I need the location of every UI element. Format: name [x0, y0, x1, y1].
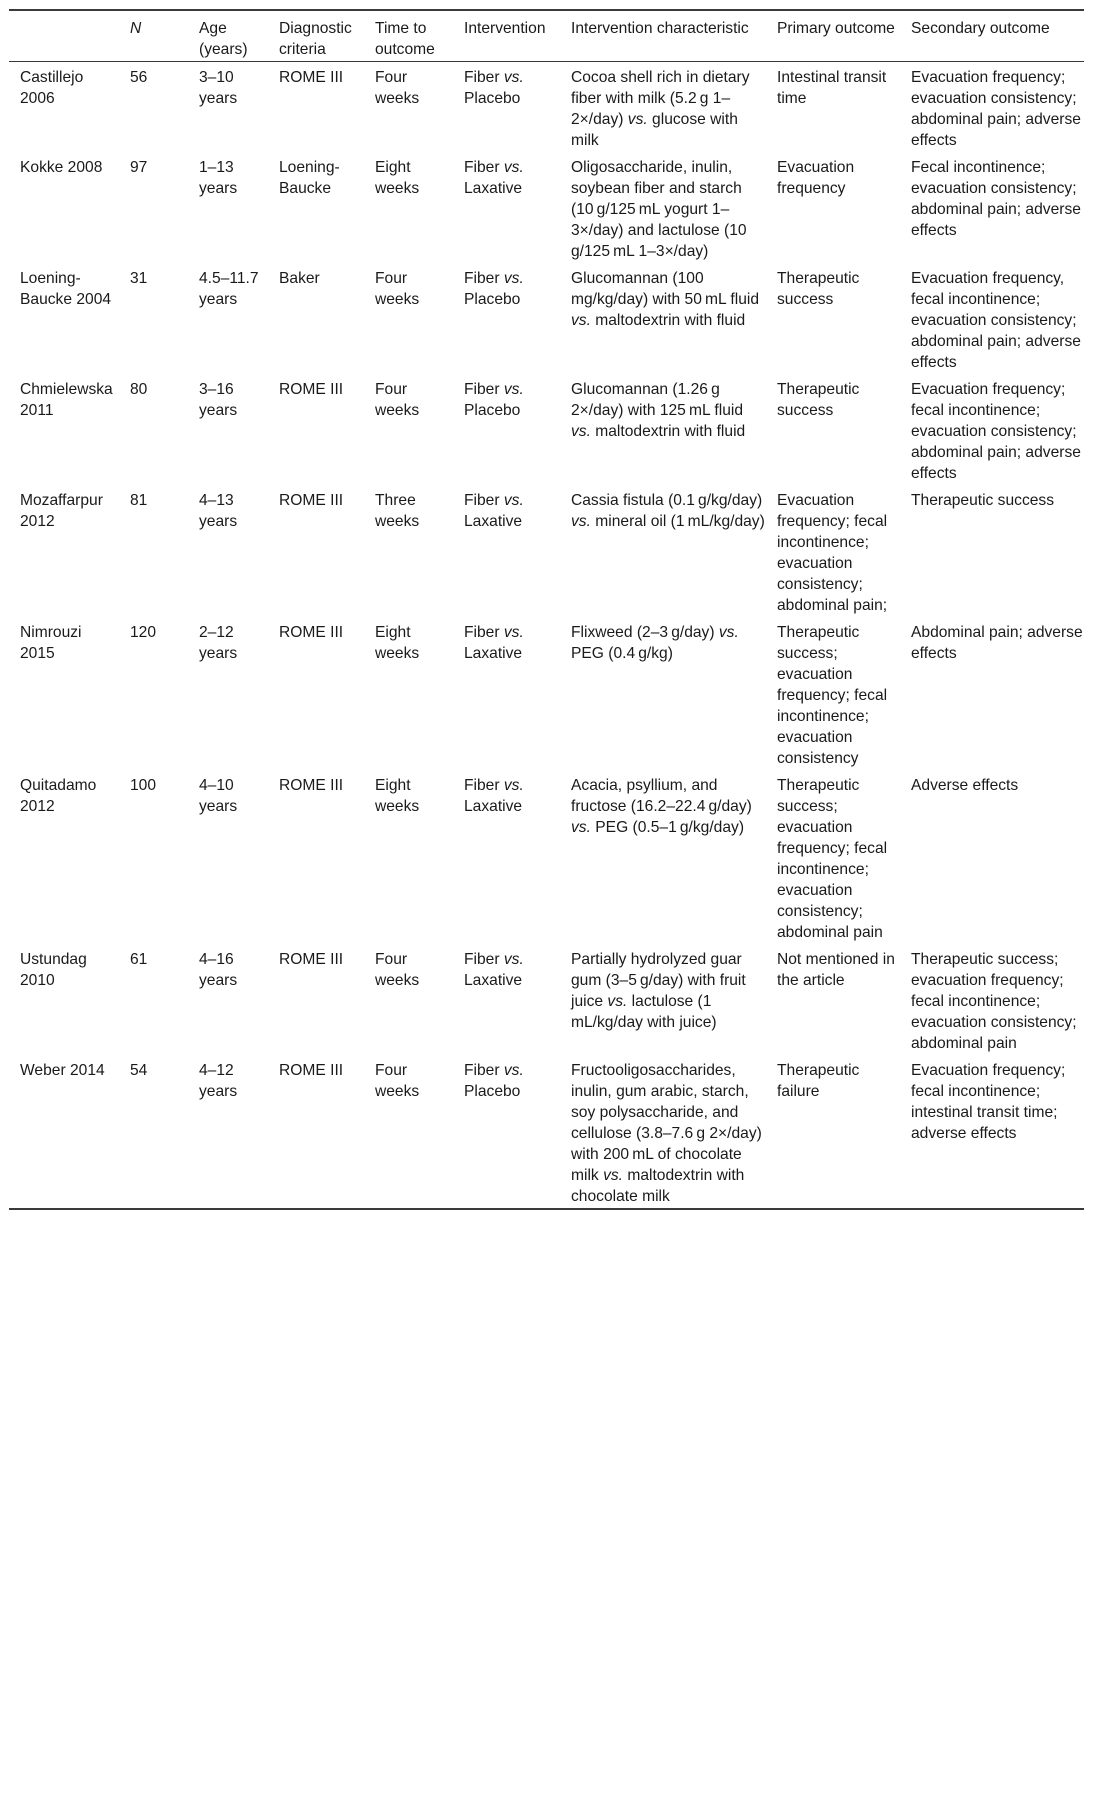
cell-characteristic [560, 1055, 766, 1209]
vs-label: vs. [627, 111, 648, 128]
cell-intervention [453, 374, 560, 485]
cell-criteria: ROME III [279, 381, 344, 398]
cell-criteria: ROME III [279, 624, 344, 641]
cell-characteristic [560, 770, 766, 944]
cell-primary: Evacuation frequency [777, 159, 855, 197]
cell-text: Fiber [464, 159, 504, 176]
cell-text: Fructooligosaccharides, inulin, gum arabic, starch, soy polysaccharide, and cellulose (3.8–7.6 g 2×/day) with 200 mL of chocolate milk [571, 1062, 762, 1184]
vs-label: vs. [503, 951, 524, 968]
cell-text: Placebo [464, 1083, 521, 1100]
cell-age: 3–10 years [199, 69, 238, 107]
cell-time: Four weeks [375, 381, 420, 419]
cell-study: Weber 2014 [20, 1062, 105, 1079]
cell-primary: Therapeutic success [777, 381, 860, 419]
cell-primary: Therapeutic failure [777, 1062, 860, 1100]
cell-age: 4–16 years [199, 951, 238, 989]
cell-text: Fiber [464, 951, 504, 968]
cell-primary: Not mentioned in the article [777, 951, 895, 989]
cell-text: Flixweed (2–3 g/day) [571, 624, 719, 641]
vs-label: vs. [503, 777, 524, 794]
cell-text: Glucomannan (100 mg/kg/day) with 50 mL fluid [571, 270, 760, 308]
cell-characteristic [560, 152, 766, 263]
cell-study: Quitadamo 2012 [20, 777, 97, 815]
header-characteristic: Intervention characteristic [571, 20, 749, 37]
header-n: N [130, 20, 142, 37]
header-intervention: Intervention [464, 20, 546, 37]
cell-n: 56 [130, 69, 148, 86]
cell-n: 100 [130, 777, 157, 794]
cell-primary: Therapeutic success [777, 270, 860, 308]
cell-study: Castillejo 2006 [20, 69, 84, 107]
cell-characteristic [560, 944, 766, 1055]
header-secondary: Secondary outcome [911, 20, 1050, 37]
cell-criteria: ROME III [279, 951, 344, 968]
cell-age: 4–10 years [199, 777, 238, 815]
cell-secondary: Therapeutic success [911, 492, 1055, 509]
vs-label: vs. [607, 993, 628, 1010]
cell-n: 31 [130, 270, 148, 287]
cell-study: Loening-Baucke 2004 [20, 270, 112, 308]
cell-criteria: ROME III [279, 69, 344, 86]
cell-study: Ustundag 2010 [20, 951, 87, 989]
cell-secondary: Evacuation frequency, fecal incontinence; evacuation consistency; abdominal pain; adverse effects [911, 270, 1081, 371]
cell-study: Kokke 2008 [20, 159, 103, 176]
cell-n: 54 [130, 1062, 148, 1079]
cell-text: Fiber [464, 624, 504, 641]
cell-time: Eight weeks [375, 624, 420, 662]
cell-primary: Evacuation frequency; fecal incontinence; evacuation consistency; abdominal pain; [777, 492, 888, 614]
table-header-row [9, 10, 1084, 62]
cell-criteria: ROME III [279, 492, 344, 509]
cell-text: Cassia fistula (0.1 g/kg/day) [571, 492, 763, 509]
cell-text: maltodextrin with chocolate milk [571, 1167, 745, 1205]
table-row [9, 485, 1084, 617]
cell-criteria: Baker [279, 270, 320, 287]
cell-time: Four weeks [375, 69, 420, 107]
vs-label: vs. [503, 381, 524, 398]
cell-secondary: Therapeutic success; evacuation frequency; fecal incontinence; evacuation consistency; abdominal pain [911, 951, 1077, 1052]
cell-time: Three weeks [375, 492, 420, 530]
cell-text: glucose with milk [571, 111, 738, 149]
cell-n: 80 [130, 381, 148, 398]
cell-age: 3–16 years [199, 381, 238, 419]
cell-text: Laxative [464, 180, 523, 197]
cell-time: Four weeks [375, 1062, 420, 1100]
cell-text: lactulose (1 mL/kg/day with juice) [571, 993, 717, 1031]
vs-label: vs. [571, 312, 591, 329]
cell-time: Eight weeks [375, 777, 420, 815]
cell-text: Glucomannan (1.26 g 2×/day) with 125 mL fluid [571, 381, 744, 419]
cell-study: Nimrouzi 2015 [20, 624, 82, 662]
cell-text: Placebo [464, 291, 521, 308]
vs-label: vs. [503, 270, 524, 287]
cell-intervention [453, 770, 560, 944]
cell-criteria: ROME III [279, 777, 344, 794]
cell-characteristic [560, 263, 766, 374]
cell-text: Fiber [464, 777, 504, 794]
vs-label: vs. [571, 819, 591, 836]
cell-text: PEG (0.4 g/kg) [571, 645, 673, 662]
vs-label: vs. [503, 1062, 524, 1079]
table-row [9, 944, 1084, 1055]
vs-label: vs. [603, 1167, 623, 1184]
cell-text: Placebo [464, 90, 521, 107]
cell-study: Mozaffarpur 2012 [20, 492, 103, 530]
vs-label: vs. [503, 159, 524, 176]
cell-study: Chmielewska 2011 [20, 381, 113, 419]
cell-characteristic [560, 485, 766, 617]
cell-time: Four weeks [375, 270, 420, 308]
cell-age: 4–13 years [199, 492, 238, 530]
cell-text: maltodextrin with fluid [590, 423, 746, 440]
cell-age: 2–12 years [199, 624, 238, 662]
cell-text: Cocoa shell rich in dietary fiber with milk (5.2 g 1–2×/day) [571, 69, 750, 128]
cell-characteristic [560, 62, 766, 153]
cell-intervention [453, 617, 560, 770]
cell-criteria: Loening-Baucke [279, 159, 340, 197]
vs-label: vs. [503, 492, 524, 509]
cell-age: 4.5–11.7 years [199, 270, 259, 308]
cell-text: Fiber [464, 1062, 504, 1079]
vs-label: vs. [571, 423, 591, 440]
cell-text: mineral oil (1 mL/kg/day) [590, 513, 765, 530]
cell-text: Partially hydrolyzed guar gum (3–5 g/day) with fruit juice [571, 951, 746, 1010]
cell-text: maltodextrin with fluid [590, 312, 746, 329]
cell-criteria: ROME III [279, 1062, 344, 1079]
table-row [9, 263, 1084, 374]
cell-primary: Therapeutic success; evacuation frequency; fecal incontinence; evacuation consistency [777, 624, 888, 767]
cell-primary: Intestinal transit time [777, 69, 887, 107]
cell-characteristic [560, 617, 766, 770]
header-criteria: Diagnostic criteria [279, 20, 352, 58]
cell-intervention [453, 1055, 560, 1209]
cell-time: Eight weeks [375, 159, 420, 197]
vs-label: vs. [571, 513, 591, 530]
vs-label: vs. [718, 624, 739, 641]
cell-age: 1–13 years [199, 159, 238, 197]
cell-text: Laxative [464, 645, 523, 662]
cell-text: Fiber [464, 381, 504, 398]
cell-intervention [453, 263, 560, 374]
header-time: Time to outcome [375, 20, 435, 58]
cell-secondary: Abdominal pain; adverse effects [911, 624, 1083, 662]
cell-n: 97 [130, 159, 148, 176]
vs-label: vs. [503, 624, 524, 641]
cell-intervention [453, 62, 560, 153]
cell-secondary: Fecal incontinence; evacuation consistency; abdominal pain; adverse effects [911, 159, 1081, 239]
cell-text: Laxative [464, 972, 523, 989]
header-study [9, 10, 119, 62]
cell-secondary: Evacuation frequency; fecal incontinence; intestinal transit time; adverse effects [911, 1062, 1066, 1142]
cell-text: Fiber [464, 492, 504, 509]
cell-text: Oligosaccharide, inulin, soybean fiber and starch (10 g/125 mL yogurt 1–3×/day) and lactulose (10 g/125 mL 1–3×/day) [571, 159, 750, 260]
table-row [9, 62, 1084, 153]
table-row [9, 374, 1084, 485]
cell-time: Four weeks [375, 951, 420, 989]
cell-secondary: Evacuation frequency; fecal incontinence; evacuation consistency; abdominal pain; adverse effects [911, 381, 1081, 482]
cell-text: Fiber [464, 270, 504, 287]
cell-text: Laxative [464, 513, 523, 530]
cell-intervention [453, 152, 560, 263]
cell-intervention [453, 485, 560, 617]
cell-text: Fiber [464, 69, 504, 86]
cell-age: 4–12 years [199, 1062, 238, 1100]
cell-n: 61 [130, 951, 148, 968]
cell-text: Placebo [464, 402, 521, 419]
table-row [9, 1055, 1084, 1209]
cell-n: 81 [130, 492, 148, 509]
table-row [9, 152, 1084, 263]
cell-secondary: Evacuation frequency; evacuation consistency; abdominal pain; adverse effects [911, 69, 1081, 149]
cell-text: Acacia, psyllium, and fructose (16.2–22.4 g/day) [571, 777, 752, 815]
table-row [9, 770, 1084, 944]
table-body [9, 62, 1084, 1210]
cell-text: PEG (0.5–1 g/kg/day) [590, 819, 745, 836]
studies-table [9, 9, 1084, 1210]
table-row [9, 617, 1084, 770]
header-primary: Primary outcome [777, 20, 895, 37]
header-age: Age (years) [199, 20, 248, 58]
cell-characteristic [560, 374, 766, 485]
cell-secondary: Adverse effects [911, 777, 1019, 794]
cell-intervention [453, 944, 560, 1055]
vs-label: vs. [503, 69, 524, 86]
cell-primary: Therapeutic success; evacuation frequency; fecal incontinence; evacuation consistency; abdominal pain [777, 777, 888, 941]
cell-text: Laxative [464, 798, 523, 815]
cell-n: 120 [130, 624, 157, 641]
